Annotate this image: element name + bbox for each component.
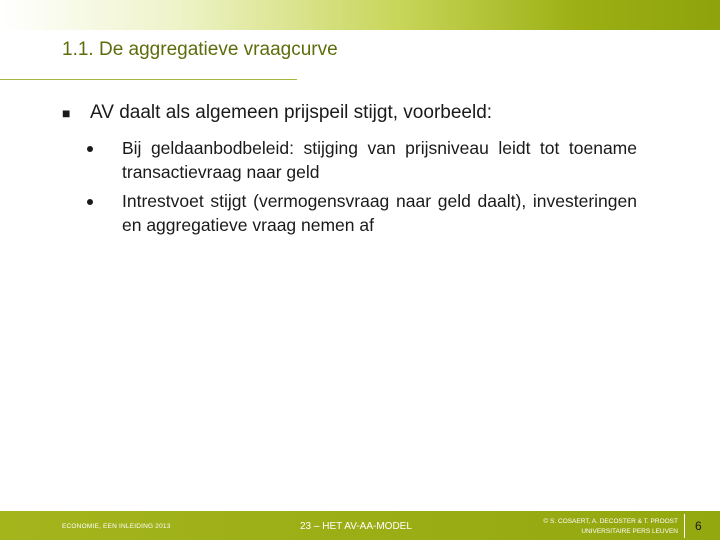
footer-copyright-line1: © S. COSAERT, A. DECOSTER & T. PROOST <box>543 518 678 525</box>
slide-content <box>62 100 642 237</box>
footer-chapter: 23 – HET AV-AA-MODEL <box>300 521 412 532</box>
subbullet-1 <box>122 136 637 184</box>
square-bullet-icon: ■ <box>62 105 71 121</box>
subbullet-2-text: Intrestvoet stijgt (vermogensvraag naar geld daalt), investeringen en aggregatieve vraag nemen af <box>122 191 637 235</box>
bullet-level1 <box>62 100 642 126</box>
footer-bar <box>0 511 720 540</box>
slide-title: 1.1. De aggregatieve vraagcurve <box>62 39 338 60</box>
header-gradient-band <box>0 0 720 30</box>
page-number: 6 <box>695 519 702 533</box>
title-underline <box>0 79 297 80</box>
subbullet-1-text: Bij geldaanbodbeleid: stijging van prijsniveau leidt tot toename transactievraag naar geld <box>122 138 637 182</box>
round-bullet-icon <box>87 199 93 205</box>
footer-copyright-line2: UNIVERSITAIRE PERS LEUVEN <box>581 528 678 535</box>
footer-book-title: ECONOMIE, EEN INLEIDING 2013 <box>62 523 171 530</box>
footer-divider <box>684 514 685 538</box>
round-bullet-icon <box>87 146 93 152</box>
footer-copyright <box>530 517 678 537</box>
bullet-level1-text: AV daalt als algemeen prijspeil stijgt, voorbeeld: <box>90 102 493 123</box>
subbullet-2 <box>122 189 637 237</box>
